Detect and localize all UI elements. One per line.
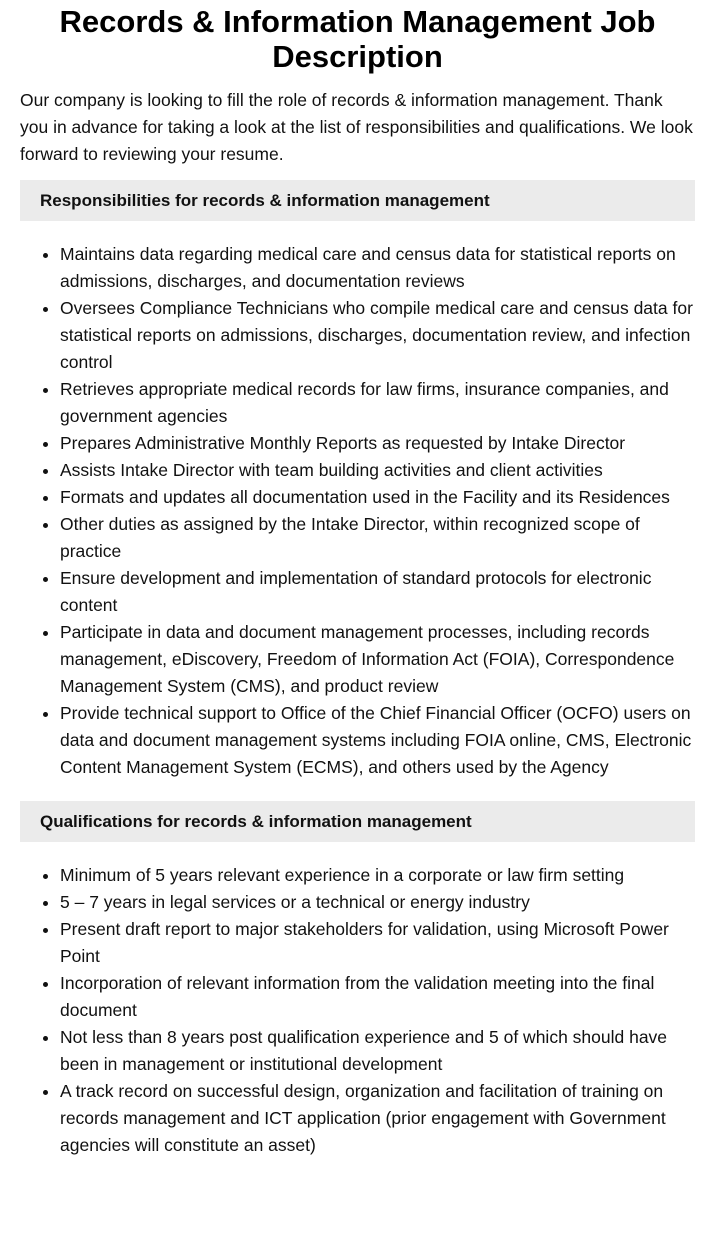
responsibilities-heading: Responsibilities for records & information management (20, 180, 695, 221)
page-title: Records & Information Management Job Description (59, 4, 656, 74)
list-item: • Other duties as assigned by the Intake Director, within recognized scope of practice (60, 511, 695, 565)
list-item: • Maintains data regarding medical care and census data for statistical reports on admissions, discharges, and documentation reviews (60, 241, 695, 295)
qualifications-list (20, 862, 695, 1159)
list-item: • Retrieves appropriate medical records for law firms, insurance companies, and government agencies (60, 376, 695, 430)
list-item: • Participate in data and document management processes, including records management, eDiscovery, Freedom of Information Act (FOIA), Correspondence Management System (CMS), and product review (60, 619, 695, 700)
list-item: • Provide technical support to Office of the Chief Financial Officer (OCFO) users on data and document management systems including FOIA online, CMS, Electronic Content Management System (ECMS), and others used by the Agency (60, 700, 695, 781)
list-item: • Formats and updates all documentation used in the Facility and its Residences (60, 484, 695, 511)
intro-paragraph: Our company is looking to fill the role of records & information management. Thank you in advance for taking a look at the list of responsibilities and qualifications. We look forward to reviewing your resume. (20, 90, 693, 164)
list-item: • Ensure development and implementation of standard protocols for electronic content (60, 565, 695, 619)
list-item: • Assists Intake Director with team building activities and client activities (60, 457, 695, 484)
responsibilities-list (20, 241, 695, 781)
list-item: • 5 – 7 years in legal services or a technical or energy industry (60, 889, 695, 916)
list-item: • Not less than 8 years post qualification experience and 5 of which should have been in management or institutional development (60, 1024, 695, 1078)
list-item: • Minimum of 5 years relevant experience in a corporate or law firm setting (60, 862, 695, 889)
qualifications-heading: Qualifications for records & information management (20, 801, 695, 842)
list-item: • Oversees Compliance Technicians who compile medical care and census data for statistical reports on admissions, discharges, documentation review, and infection control (60, 295, 695, 376)
list-item: • A track record on successful design, organization and facilitation of training on records management and ICT application (prior engagement with Government agencies will constitute an asset) (60, 1078, 695, 1159)
list-item: • Prepares Administrative Monthly Reports as requested by Intake Director (60, 430, 695, 457)
list-item: • Incorporation of relevant information from the validation meeting into the final document (60, 970, 695, 1024)
list-item: • Present draft report to major stakeholders for validation, using Microsoft Power Point (60, 916, 695, 970)
